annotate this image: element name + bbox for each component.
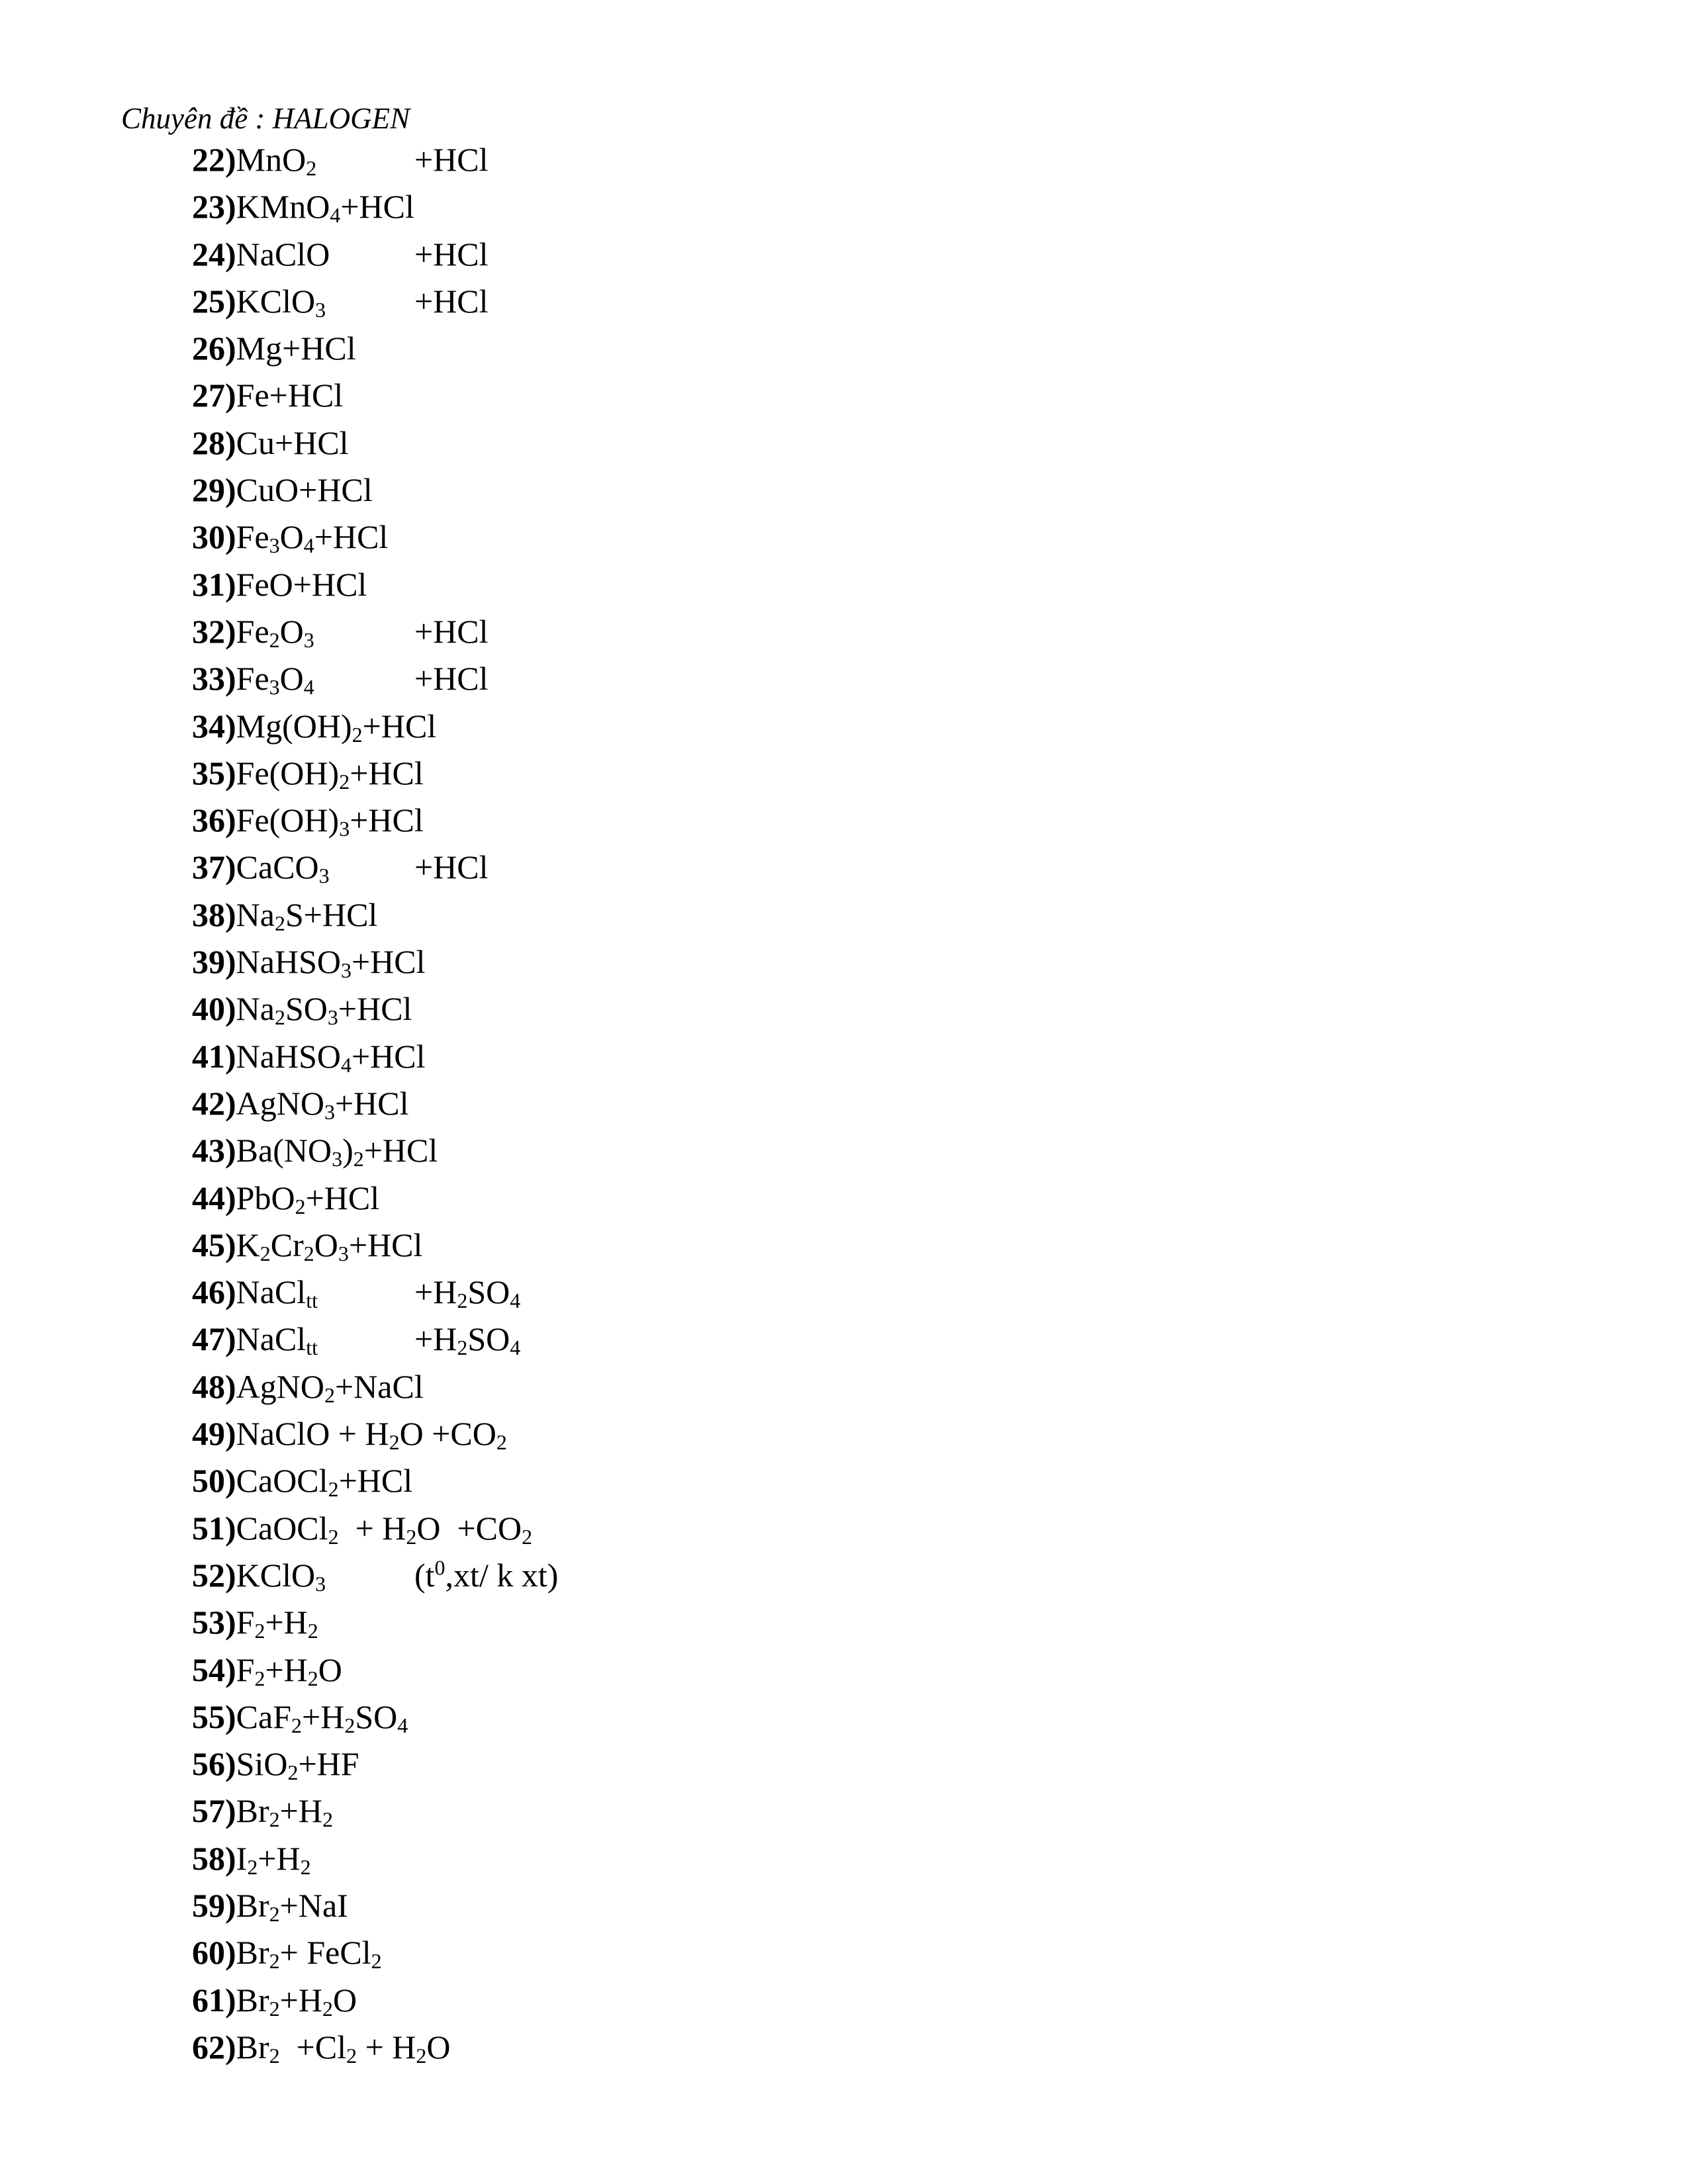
formula-text: Cr (270, 1226, 304, 1263)
reactants-formula (236, 1651, 342, 1688)
formula-text: SO (285, 990, 328, 1028)
reactants-formula (236, 1604, 318, 1641)
formula-subscript: 2 (247, 1854, 258, 1879)
item-number: 37) (192, 848, 236, 886)
formula-text: PbO (236, 1179, 295, 1216)
formula-text: +HCl (414, 235, 489, 273)
formula-subscript: 2 (371, 1949, 382, 1974)
reactants-formula (236, 188, 414, 228)
formula-subscript: 2 (389, 1430, 400, 1455)
formula-text: +H (258, 1839, 301, 1877)
formula-subscript: 2 (307, 1666, 318, 1690)
formula-text: +HCl (350, 801, 424, 839)
item-number: 41) (192, 1037, 236, 1075)
formula-subscript: 2 (346, 2043, 357, 2068)
list-item (192, 1316, 532, 1363)
formula-text: CuO+HCl (236, 471, 373, 509)
formula-text: Fe(OH) (236, 801, 340, 839)
formula-text: Fe (236, 518, 269, 556)
formula-text: Na (236, 895, 275, 933)
reactants-formula (236, 1510, 532, 1547)
formula-text: AgNO (236, 1367, 324, 1405)
formula-subscript: 3 (315, 297, 326, 322)
reactants-formula (236, 566, 367, 603)
formula-subscript: 3 (340, 958, 352, 983)
reactants-formula (236, 518, 389, 558)
formula-text: KMnO (236, 188, 330, 226)
list-item (192, 891, 532, 938)
formula-text: F (236, 1604, 255, 1641)
formula-text: +HCl (351, 943, 426, 981)
formula-text: O (426, 2028, 451, 2066)
list-item (192, 1929, 532, 1976)
list-item (192, 1599, 532, 1646)
formula-text: Cu+HCl (236, 424, 349, 461)
formula-text: Ba(NO (236, 1132, 332, 1169)
formula-text: +H (265, 1651, 308, 1688)
second-reactant (414, 1269, 520, 1316)
second-reactant (414, 655, 489, 702)
formula-subscript: 3 (338, 1241, 349, 1265)
reactants-formula (236, 1981, 357, 2019)
second-reactant (414, 231, 489, 278)
formula-text: CaOCl (236, 1509, 328, 1547)
formula-text: ,xt/ k xt) (445, 1556, 559, 1594)
list-item (192, 1505, 532, 1552)
formula-text: +H (279, 1981, 322, 2019)
formula-text: +HCl (363, 1132, 438, 1169)
list-item (192, 278, 532, 325)
reactants-formula (236, 2028, 451, 2066)
formula-subscript: 2 (328, 1477, 339, 1502)
formula-text: +H (414, 1273, 457, 1311)
list-item (192, 1977, 532, 2024)
list-item (192, 561, 532, 608)
formula-text: +H (302, 1698, 345, 1735)
formula-text: +H (279, 1792, 322, 1830)
formula-subscript: 3 (318, 864, 330, 888)
formula-subscript: tt (306, 1336, 318, 1360)
formula-text: CaF (236, 1698, 292, 1735)
list-item (192, 1269, 532, 1316)
formula-text: CaOCl (236, 1462, 328, 1500)
formula-text: I (236, 1839, 248, 1877)
formula-text: FeO+HCl (236, 565, 367, 603)
formula-text: +HCl (362, 707, 437, 745)
item-number: 61) (192, 1981, 236, 2019)
formula-subscript: 3 (324, 1099, 335, 1124)
list-item (192, 1127, 532, 1174)
list-item (192, 1080, 532, 1127)
formula-text: Mg(OH) (236, 707, 352, 745)
reactants-formula (236, 1934, 382, 1974)
formula-text: +H (414, 1320, 457, 1358)
item-number: 49) (192, 1415, 236, 1453)
reactants-formula (236, 754, 424, 792)
item-number: 50) (192, 1462, 236, 1500)
reactants-formula (236, 1557, 326, 1594)
formula-subscript: 3 (327, 1005, 338, 1030)
formula-subscript: 3 (303, 628, 314, 652)
item-number: 38) (192, 895, 236, 933)
list-item (192, 420, 532, 467)
formula-subscript: 4 (340, 1052, 352, 1077)
item-number: 29) (192, 471, 236, 509)
reactants-formula (236, 471, 373, 508)
formula-text: ) (342, 1132, 353, 1169)
formula-text: K (236, 1226, 260, 1263)
formula-subscript: 4 (330, 203, 341, 228)
formula-text: +HCl (305, 1179, 380, 1216)
formula-subscript: 4 (303, 533, 314, 558)
formula-text: +HCl (414, 282, 489, 320)
formula-text: KClO (236, 1556, 316, 1594)
reactants-formula (236, 613, 314, 650)
formula-text: +HCl (414, 141, 489, 178)
reactants-formula (236, 1038, 426, 1075)
formula-subscript: 2 (406, 1524, 417, 1549)
item-number: 39) (192, 943, 236, 981)
item-number: 52) (192, 1556, 236, 1594)
list-item (192, 1694, 532, 1741)
formula-text: S+HCl (285, 895, 378, 933)
formula-text: +HCl (350, 754, 424, 792)
formula-subscript: 2 (416, 2043, 427, 2068)
formula-text: Fe+HCl (236, 377, 344, 414)
formula-text: SO (355, 1698, 398, 1735)
reactants-formula (236, 1886, 348, 1927)
formula-text: Mg+HCl (236, 330, 356, 367)
item-number: 44) (192, 1179, 236, 1216)
formula-subscript: 4 (303, 675, 314, 700)
item-number: 24) (192, 235, 236, 273)
item-number: 25) (192, 282, 236, 320)
list-item (192, 2024, 532, 2071)
list-item (192, 1222, 532, 1269)
formula-text: NaClO (236, 235, 330, 273)
formula-text: SO (467, 1320, 510, 1358)
formula-subscript: 2 (300, 1854, 311, 1879)
formula-subscript: 2 (269, 1996, 280, 2021)
formula-text: + H (338, 1509, 406, 1547)
item-number: 22) (192, 141, 236, 178)
second-reactant (414, 1552, 558, 1599)
reactants-formula (236, 1320, 318, 1360)
formula-subscript: 2 (269, 1949, 280, 1974)
formula-subscript: 2 (259, 1241, 271, 1265)
list-item (192, 136, 532, 183)
list-item (192, 1363, 532, 1410)
formula-subscript: 2 (344, 1713, 355, 1737)
item-number: 32) (192, 612, 236, 650)
item-number: 45) (192, 1226, 236, 1263)
list-item (192, 1033, 532, 1080)
formula-subscript: 4 (397, 1713, 408, 1737)
formula-text: MnO (236, 141, 306, 178)
list-item (192, 1457, 532, 1504)
reactants-formula (236, 943, 426, 983)
formula-text: F (236, 1651, 255, 1688)
formula-text: NaCl (236, 1320, 306, 1358)
item-number: 40) (192, 990, 236, 1028)
list-item (192, 1788, 532, 1835)
item-number: 53) (192, 1604, 236, 1641)
formula-text: Br (236, 1886, 269, 1924)
formula-text: +HCl (414, 660, 489, 698)
second-reactant (414, 1316, 520, 1363)
formula-text: +NaCl (334, 1367, 424, 1405)
formula-subscript: 2 (295, 1194, 306, 1218)
item-number: 42) (192, 1084, 236, 1122)
formula-text: +HCl (340, 188, 414, 226)
list-item (192, 372, 532, 419)
formula-text: O +CO (416, 1509, 522, 1547)
reactants-formula (236, 990, 412, 1030)
item-number: 54) (192, 1651, 236, 1688)
formula-text: Br (236, 2028, 269, 2066)
formula-text: O (279, 612, 304, 650)
formula-text: +HCl (338, 990, 412, 1028)
reactants-formula (236, 424, 349, 461)
second-reactant (414, 608, 489, 655)
list-item (192, 183, 532, 230)
formula-subscript: 2 (274, 911, 285, 935)
reactants-formula (236, 1085, 409, 1122)
formula-text: + H (357, 2028, 416, 2066)
second-reactant (414, 136, 489, 183)
item-number: 46) (192, 1273, 236, 1311)
formula-subscript: 2 (339, 769, 350, 794)
formula-subscript: 2 (269, 1807, 280, 1832)
list-item (192, 1835, 532, 1882)
item-number: 30) (192, 518, 236, 556)
formula-text: O (332, 1981, 357, 2019)
formula-subscript: 3 (339, 817, 350, 841)
formula-text: O (318, 1651, 342, 1688)
reactants-formula (236, 1745, 359, 1785)
item-number: 33) (192, 660, 236, 698)
reactants-formula (236, 1226, 423, 1263)
formula-text: Fe(OH) (236, 754, 340, 792)
reactants-formula (236, 1462, 413, 1502)
item-number: 26) (192, 330, 236, 367)
formula-subscript: 2 (352, 722, 363, 747)
formula-text: +HCl (348, 1226, 423, 1263)
formula-subscript: 2 (307, 1619, 318, 1643)
page-header: Chuyên đề : HALOGEN (121, 102, 410, 135)
list-item (192, 231, 532, 278)
formula-superscript: 0 (434, 1555, 445, 1580)
item-number: 31) (192, 565, 236, 603)
formula-text: + FeCl (279, 1934, 371, 1972)
formula-text: SiO (236, 1745, 288, 1783)
formula-text: O (314, 1226, 338, 1263)
reactants-formula (236, 283, 326, 320)
formula-subscript: 2 (269, 1902, 280, 1927)
reactants-formula (236, 1273, 318, 1313)
formula-text: +H (265, 1604, 308, 1641)
formula-subscript: 3 (269, 675, 280, 700)
list-item (192, 608, 532, 655)
formula-subscript: 2 (322, 1996, 333, 2021)
formula-text: O (279, 518, 304, 556)
formula-text: +HCl (338, 1462, 413, 1500)
reactants-formula (236, 1415, 507, 1455)
reactants-formula (236, 236, 330, 273)
formula-subscript: 2 (306, 156, 317, 181)
formula-text: CaCO (236, 848, 319, 886)
item-number: 55) (192, 1698, 236, 1735)
item-number: 43) (192, 1132, 236, 1169)
item-number: 58) (192, 1839, 236, 1877)
formula-subscript: 4 (510, 1289, 521, 1313)
formula-text: Br (236, 1934, 269, 1972)
formula-subscript: 2 (457, 1289, 468, 1313)
formula-subscript: 2 (254, 1619, 265, 1643)
formula-text: O +CO (399, 1415, 496, 1453)
list-item (192, 467, 532, 514)
formula-text: (t (414, 1556, 435, 1594)
formula-text: Br (236, 1981, 269, 2019)
list-item (192, 1741, 532, 1788)
reactants-formula (236, 1698, 408, 1735)
reactants-formula (236, 707, 437, 745)
formula-subscript: tt (306, 1289, 318, 1313)
list-item (192, 1647, 532, 1694)
reactants-formula (236, 141, 317, 181)
reactants-formula (236, 1132, 438, 1169)
item-number: 48) (192, 1367, 236, 1405)
formula-text: KClO (236, 282, 316, 320)
formula-text: NaHSO (236, 943, 341, 981)
formula-text: Na (236, 990, 275, 1028)
formula-text: +HCl (351, 1037, 426, 1075)
formula-subscript: 2 (324, 1383, 335, 1407)
formula-text: +HCl (414, 612, 489, 650)
formula-subscript: 2 (269, 628, 280, 652)
formula-subscript: 2 (269, 2043, 280, 2068)
list-item (192, 1882, 532, 1929)
formula-subscript: 2 (291, 1713, 303, 1737)
reactants-formula (236, 1840, 311, 1877)
item-number: 62) (192, 2028, 236, 2066)
formula-subscript: 2 (274, 1005, 285, 1030)
item-number: 57) (192, 1792, 236, 1830)
formula-subscript: 2 (457, 1336, 468, 1360)
second-reactant (414, 278, 489, 325)
formula-text: NaClO + H (236, 1415, 389, 1453)
item-number: 35) (192, 754, 236, 792)
list-item (192, 750, 532, 797)
list-item (192, 797, 532, 844)
formula-text: NaHSO (236, 1037, 341, 1075)
list-item (192, 938, 532, 985)
formula-subscript: 2 (287, 1760, 299, 1785)
formula-text: +HCl (334, 1084, 409, 1122)
formula-subscript: 2 (496, 1430, 507, 1455)
reactants-formula (236, 1368, 424, 1405)
formula-text: NaCl (236, 1273, 306, 1311)
item-number: 28) (192, 424, 236, 461)
formula-text: +HCl (314, 518, 389, 556)
list-item (192, 1175, 532, 1222)
item-number: 36) (192, 801, 236, 839)
formula-text: +HCl (414, 848, 489, 886)
reactants-formula (236, 801, 424, 839)
list-item (192, 844, 532, 891)
formula-subscript: 2 (353, 1147, 364, 1171)
item-number: 60) (192, 1934, 236, 1972)
formula-text: Fe (236, 660, 269, 698)
formula-subscript: 3 (269, 533, 280, 558)
formula-text: SO (467, 1273, 510, 1311)
item-number: 56) (192, 1745, 236, 1783)
formula-subscript: 2 (254, 1666, 265, 1690)
reactants-formula (236, 848, 330, 886)
list-item (192, 655, 532, 702)
list-item (192, 1552, 559, 1599)
item-number: 27) (192, 377, 236, 414)
list-item (192, 325, 532, 372)
list-item (192, 703, 532, 750)
formula-text: +NaI (279, 1886, 348, 1924)
list-item (192, 985, 532, 1032)
reactants-formula (236, 330, 356, 367)
formula-subscript: 2 (522, 1524, 533, 1549)
formula-text: Fe (236, 612, 269, 650)
list-item (192, 1410, 532, 1457)
formula-text: Br (236, 1792, 269, 1830)
item-number: 59) (192, 1886, 236, 1924)
list-item (192, 514, 532, 561)
item-number: 34) (192, 707, 236, 745)
formula-subscript: 3 (315, 1571, 326, 1596)
item-number: 51) (192, 1509, 236, 1547)
reactants-formula (236, 660, 314, 700)
reaction-list (192, 136, 559, 2071)
formula-subscript: 3 (332, 1147, 343, 1171)
formula-subscript: 4 (510, 1336, 521, 1360)
formula-text: +HF (298, 1745, 359, 1783)
formula-text: +Cl (279, 2028, 347, 2066)
item-number: 47) (192, 1320, 236, 1358)
formula-subscript: 2 (328, 1524, 339, 1549)
reactants-formula (236, 896, 378, 933)
reactants-formula (236, 1179, 379, 1216)
formula-subscript: 2 (322, 1807, 333, 1832)
formula-subscript: 2 (303, 1241, 314, 1265)
formula-text: O (279, 660, 304, 698)
second-reactant (414, 844, 489, 891)
item-number: 23) (192, 188, 236, 226)
reactants-formula (236, 377, 344, 414)
formula-text: AgNO (236, 1084, 324, 1122)
reactants-formula (236, 1792, 333, 1832)
